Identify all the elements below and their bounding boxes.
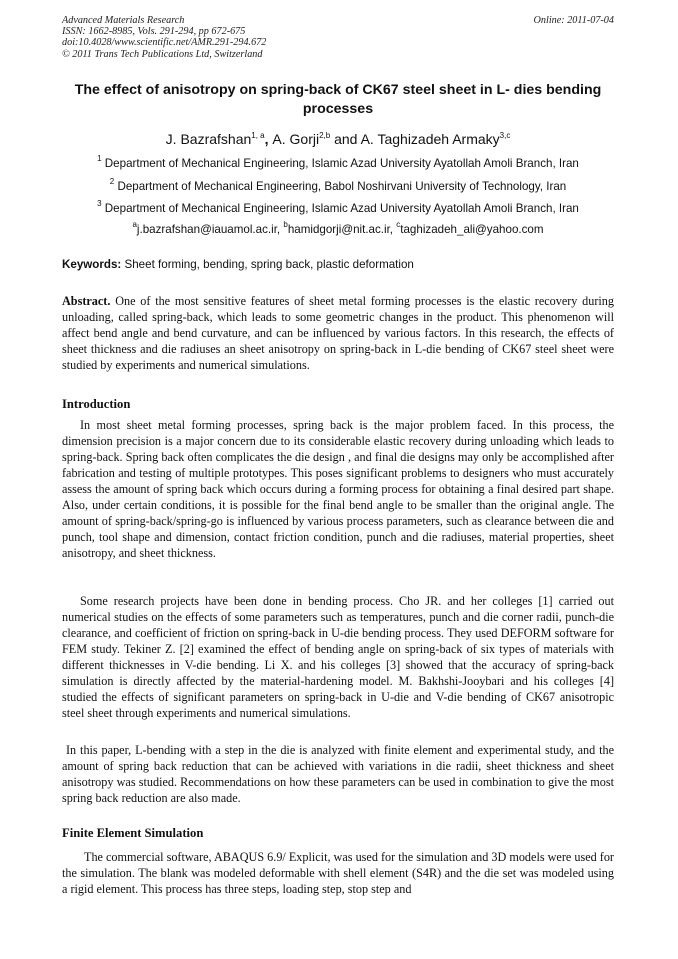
paragraph: Some research projects have been done in bending process. Cho JR. and her colleges [1] carried out numerical studies on the effects of some parameters such as temperatures, punch and die corner radii, punch-die clearance, and coefficient of friction on spring-back in U-die bending process. They used DEFORM software for FEM study. Tekiner Z. [2] examined the effect of bending angle on spring-back of six types of materials with different thicknesses in V-die bending. Li X. and his colleges [3] showed that the accuracy of spring-back simulation is directly affected by the material-hardening model. M. Bakhshi-Jooybari and his colleges [4] studied the effects of significant parameters on spring-back in U-die and V-die bending of CK67 anisotropic steel sheet through experiments and numerical simulations. [62, 594, 614, 720]
keywords-text: Sheet forming, bending, spring back, plastic deformation [121, 258, 414, 271]
author-name: A. Taghizadeh Armaky [360, 131, 500, 147]
affiliation-text: Department of Mechanical Engineering, Babol Noshirvani University of Technology, Iran [117, 180, 567, 193]
affiliation-number: 1 [97, 154, 102, 163]
journal-copyright: © 2011 Trans Tech Publications Ltd, Switzerland [62, 48, 263, 60]
affiliation [62, 154, 614, 171]
section-heading-fem: Finite Element Simulation [62, 826, 204, 840]
keywords [62, 258, 614, 272]
paragraph: The commercial software, ABAQUS 6.9/ Explicit, was used for the simulation and 3D models were used for the simulation. The blank was modeled deformable with shell element (S4R) and the die set was modeled using a rigid element. This process has three steps, loading step, stop step and [62, 850, 614, 896]
author-name: J. Bazrafshan [165, 131, 252, 147]
journal-header [62, 15, 266, 60]
journal-name: Advanced Materials Research [62, 15, 185, 26]
author-affiliation-mark: 1, a [251, 131, 265, 140]
affiliation [62, 199, 614, 216]
journal-issn: ISSN: 1662-8985, Vols. 291-294, pp 672-675 [62, 26, 246, 38]
journal-doi: doi:10.4028/www.scientific.net/AMR.291-294.672 [62, 37, 267, 49]
keywords-label: Keywords: [62, 258, 122, 271]
paragraph: In most sheet metal forming processes, spring back is the major problem faced. In this process, the dimension precision is a major concern due to its considerable elastic recovery during unloading which leads to spring-back. Spring back often complicates the die design , and final die designs may only be accomplished after fabrication and testing of multiple prototypes. This poses significant problems to designers who must accurately assess the amount of spring back which occurs during a forming process for obtaining a final desired part shape. Also, under certain conditions, it is possible for the final bend angle to be smaller than the original angle. The amount of spring-back/spring-go is influenced by various process parameters, such as clearance between die and punch, tool shape and dimension, contact friction condition, punch and die radiuses, material properties, sheet anisotropy, and sheet thickness. [62, 418, 614, 560]
abstract-text: One of the most sensitive features of sheet metal forming processes is the elastic recovery during unloading, called spring-back, which leads to some geometric changes in the product. This phenomenon will affect bend angle and bend curvature, and can be influenced by various factors. In this research, the effects of sheet thickness and die radiuses an sheet anisotropy on spring-back in L-die bending of CK67 steel sheet were studied by experiments and numerical simulations. [62, 294, 614, 372]
email-mark: c [396, 220, 401, 229]
email-mark: b [283, 220, 288, 229]
author-list [62, 130, 614, 148]
affiliation-text: Department of Mechanical Engineering, Islamic Azad University Ayatollah Amoli Branch, Iran [104, 157, 579, 170]
affiliation-text: Department of Mechanical Engineering, Islamic Azad University Ayatollah Amoli Branch, Iran [104, 202, 579, 215]
email-address: taghizadeh_ali@yahoo.com [400, 223, 544, 236]
author-emails [62, 220, 614, 237]
abstract-label: Abstract. [62, 294, 111, 308]
email-address: j.bazrafshan@iauamol.ac.ir, [136, 223, 284, 236]
author-separator: , [264, 131, 273, 147]
author-affiliation-mark: 2,b [319, 131, 331, 140]
email-address: hamidgorji@nit.ac.ir, [287, 223, 397, 236]
online-date: Online: 2011-07-04 [533, 15, 614, 26]
affiliation-number: 2 [109, 177, 115, 186]
author-name: A. Gorji [272, 131, 320, 147]
abstract [62, 293, 614, 373]
author-separator: and [330, 131, 361, 147]
paragraph: In this paper, L-bending with a step in the die is analyzed with finite element and experimental study, and the amount of spring back reduction that can be achieved with variations in die radii, sheet thickness and sheet anisotropy was studied. Recommendations on how these parameters can be used in combination to give the most spring back reduction are also made. [62, 743, 614, 805]
author-affiliation-mark: 3,c [499, 131, 511, 140]
affiliation [62, 177, 614, 194]
email-mark: a [132, 220, 137, 229]
affiliation-number: 3 [97, 199, 102, 208]
section-heading-introduction: Introduction [62, 397, 131, 411]
paper-title: The effect of anisotropy on spring-back of CK67 steel sheet in L- dies bending processes [74, 82, 602, 117]
